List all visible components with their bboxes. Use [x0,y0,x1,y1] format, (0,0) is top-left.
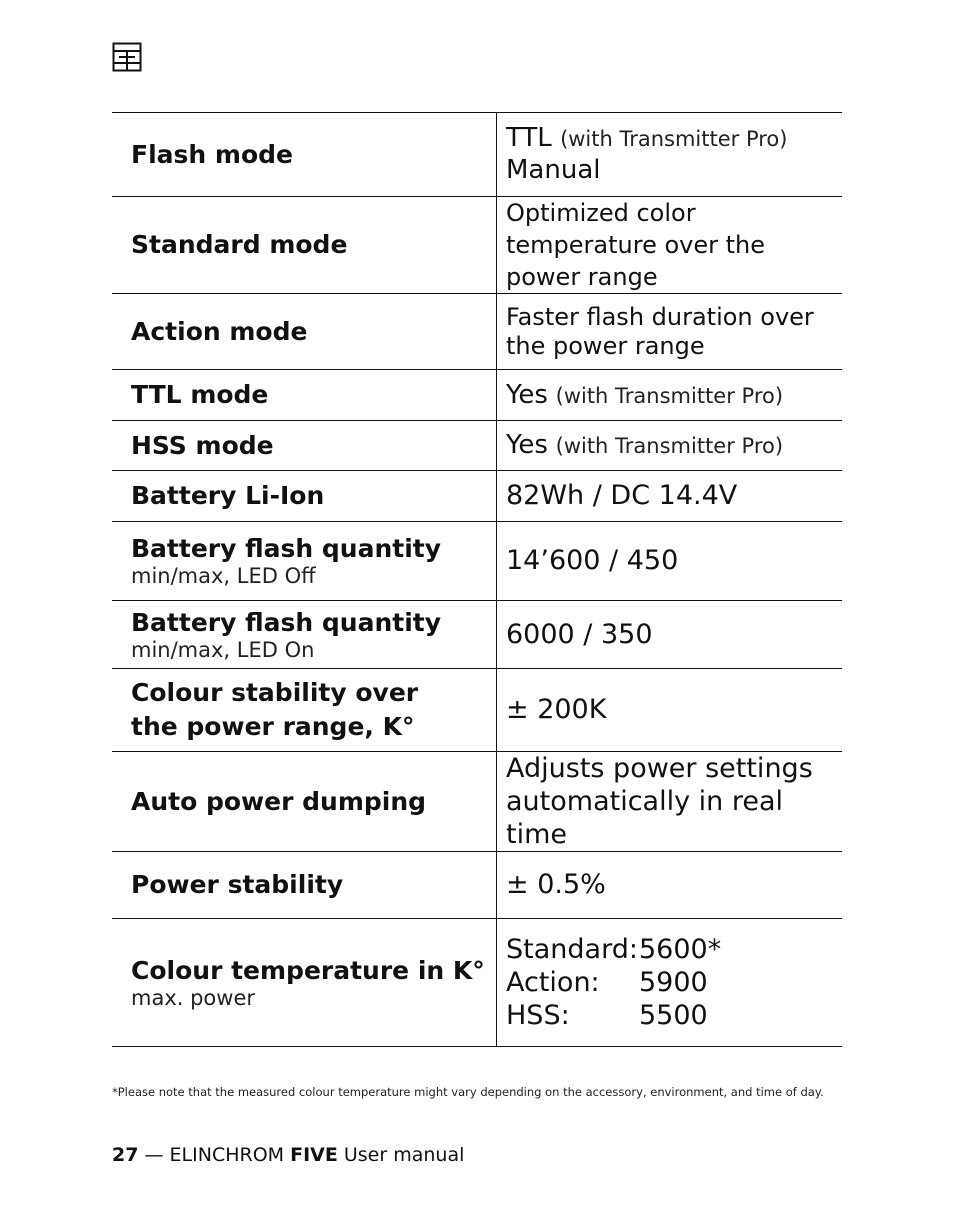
row-label: Power stability [131,870,344,899]
specifications-table [112,112,842,1047]
value-pair: Action: 5900 [506,967,708,998]
row-value: Manual [506,155,601,185]
row-label: TTL mode [131,380,269,409]
row-label: Colour stability over the power range, K° [131,678,419,741]
row-label: Colour temperature in K° [131,955,485,985]
row-value-note: (with Transmitter Pro) [560,127,788,151]
row-label: Battery flash quantity [131,607,442,637]
table-row [112,294,842,370]
value-pair: HSS: 5500 [506,1000,708,1031]
footer-brand: — ELINCHROM [138,1144,291,1166]
row-value: 82Wh / DC 14.4V [506,480,738,511]
page-number: 27 [112,1144,139,1166]
row-label: Standard mode [131,230,348,259]
table-row [112,197,842,294]
table-row [112,113,842,197]
row-value: Yes [506,430,548,460]
row-value: Yes [506,379,548,410]
table-row [112,669,842,752]
row-value: 14’600 / 450 [506,545,679,576]
table-row [112,919,842,1047]
row-sublabel: min/max, LED On [131,637,315,662]
row-label: Flash mode [131,139,293,169]
page-footer [112,1144,464,1166]
row-label: Action mode [131,316,308,346]
row-value: 6000 / 350 [506,618,653,650]
table-row [112,421,842,471]
table-row [112,522,842,601]
row-value: ± 200K [506,694,607,725]
footnote: *Please note that the measured colour temperature might vary depending on the accessory, environment, and time of day. [112,1085,824,1099]
row-sublabel: min/max, LED Off [131,564,316,588]
row-label: Battery Li-Ion [131,481,325,510]
footer-suffix: User manual [337,1144,465,1166]
row-value: Adjusts power settings automatically in real time [506,753,813,850]
row-value-note: (with Transmitter Pro) [555,434,784,458]
row-value: TTL [506,123,552,153]
row-sublabel: max. power [131,985,256,1010]
table-row [112,601,842,669]
row-value-note: (with Transmitter Pro) [555,383,784,408]
table-row [112,370,842,421]
row-label: Auto power dumping [131,786,427,816]
footer-product: FIVE [290,1144,338,1166]
table-row [112,471,842,522]
row-label: HSS mode [131,430,274,460]
table-row [112,852,842,919]
row-value: ± 0.5% [506,869,606,900]
row-label: Battery flash quantity [131,534,442,563]
row-value: Optimized color temperature over the power range [506,199,766,291]
table-row [112,752,842,852]
value-pair: Standard: 5600* [506,934,722,965]
elinchrom-logo-icon [112,42,142,72]
row-value: Faster flash duration over the power range [506,302,814,360]
